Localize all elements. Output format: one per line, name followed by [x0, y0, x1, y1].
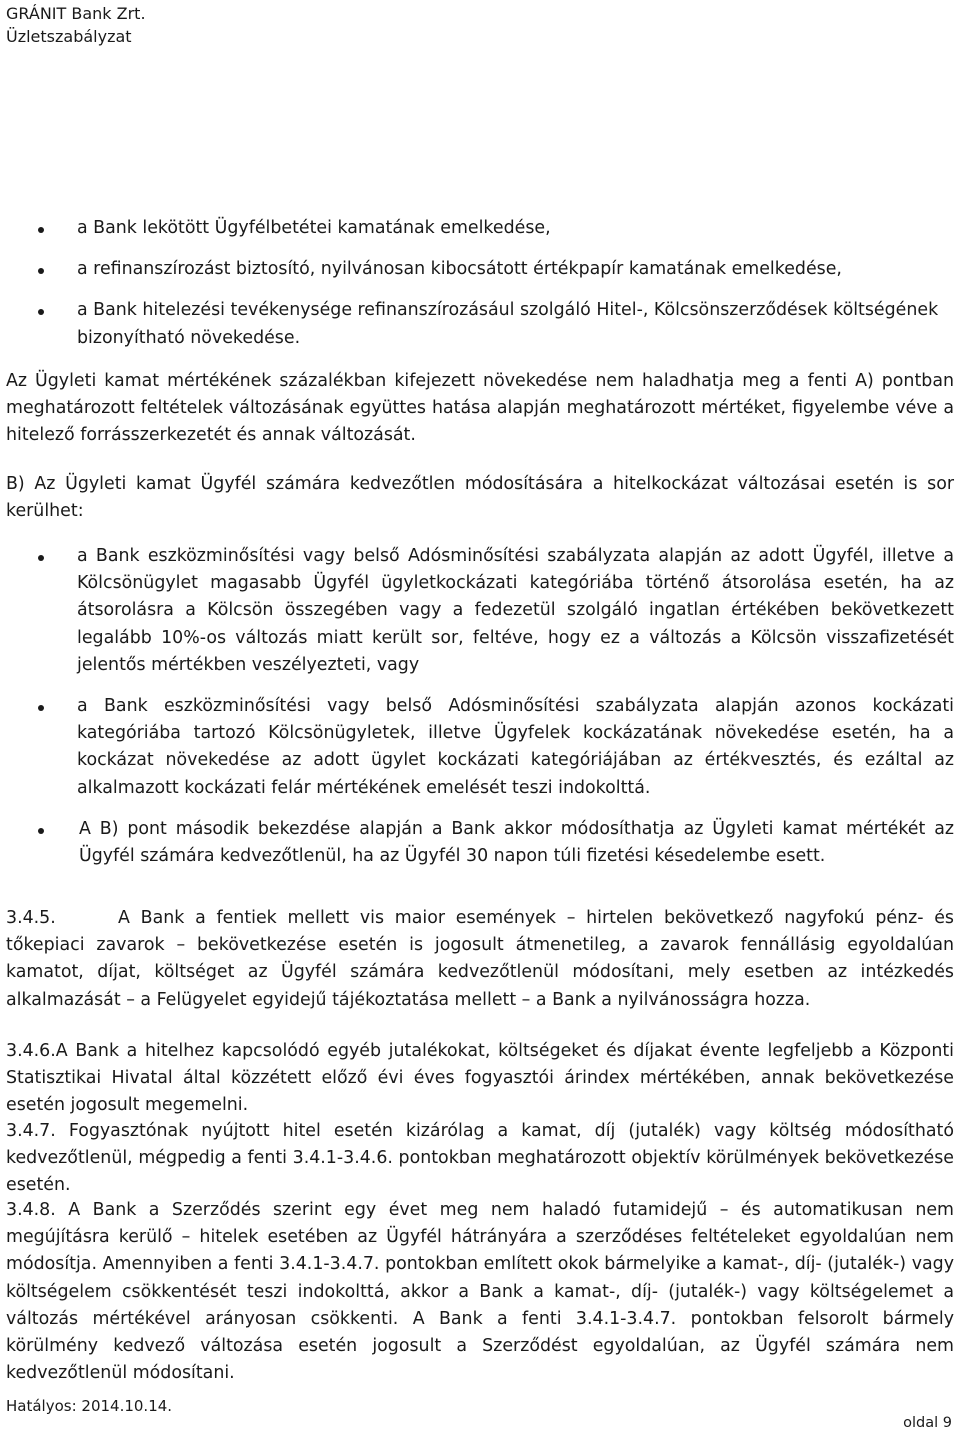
effective-date: Hatályos: 2014.10.14. [6, 1397, 173, 1415]
section-number: 3.4.8. [6, 1200, 56, 1220]
bullet-list-risk [0, 543, 960, 870]
page-number: oldal 9 [903, 1415, 952, 1431]
list-item [0, 693, 960, 802]
section-text: A Bank a hitelhez kapcsolódó egyéb jutalékokat, költségeket és díjakat évente legfeljebb a Központi Statisztikai Hivatal által közzétett előző évi éves fogyasztói árindex mértékében, annak bekövetkezése esetén jogosult megemelni. [6, 1041, 954, 1116]
section-number: 3.4.7. [6, 1121, 56, 1141]
header-document-title: Üzletszabályzat [6, 27, 132, 46]
section-text: Fogyasztónak nyújtott hitel esetén kizárólag a kamat, díj (jutalék) vagy költség módosítható kedvezőtlenül, mégpedig a fenti 3.4.1-3.4.6. pontokban meghatározott objektív körülmények bekövetkezése esetén. [6, 1121, 954, 1196]
list-item-text: a Bank hitelezési tevékenysége refinanszírozásául szolgáló Hitel-, Kölcsönszerződések költségének bizonyítható növekedése. [77, 300, 939, 348]
bullet-icon [38, 555, 44, 561]
section-3-4-7 [6, 1118, 954, 1200]
section-3-4-6 [6, 1038, 954, 1120]
bullet-icon [38, 227, 44, 233]
bullet-icon [38, 268, 44, 274]
paragraph-increase-limit: Az Ügyleti kamat mértékének százalékban kifejezett növekedése nem haladhatja meg a fenti A) pontban meghatározott feltételek változásának együttes hatása alapján meghatározott mértéket, figyelembe véve a hitelező forrásszerkezetét és annak változását. [6, 371, 954, 446]
list-item [0, 215, 960, 242]
list-item [0, 256, 960, 283]
section-text: A Bank a Szerződés szerint egy évet meg nem haladó futamidejű – és automatikusan nem megújításra kerülő – hitelek esetében az Ügyfél hátrányára a szerződéses feltételeket egyoldalúan nem módosítja. Amennyiben a fenti 3.4.1-3.4.7. pontokban említett okok bármelyike a kamat-, díj- (jutalék-) vagy költségelem csökkentését teszi indokolttá, akkor a Bank a kamat-, díj- (jutalék-) vagy költségelemet a változás mértékével arányosan csökkenti. A Bank a fenti 3.4.1-3.4.7. pontokban felsorolt bármely körülmény kedvező változása esetén jogosult a Szerződést egyoldalúan, az Ügyfél számára nem kedvezőtlenül módosítani. [6, 1200, 954, 1384]
list-item-text: a Bank eszközminősítési vagy belső Adósminősítési szabályzata alapján az adott Ügyfél, illetve a Kölcsönügylet magasabb Ügyfél ügyletkockázati kategóriába történő átsorolása esetén, ha az átsorolásra a Kölcsön összegében vagy a fedezetül szolgáló ingatlan értékében bekövetkezett legalább 10%-os változás miatt került sor, feltéve, hogy ez a változás a Kölcsön visszafizetését jelentős mértékben veszélyezteti, vagy [77, 546, 954, 675]
list-item [0, 543, 960, 679]
list-item-text: a refinanszírozást biztosító, nyilvánosan kibocsátott értékpapír kamatának emelkedése, [77, 259, 842, 280]
paragraph-section-b: B) Az Ügyleti kamat Ügyfél számára kedvezőtlen módosítására a hitelkockázat változásai esetén is sor kerülhet: [6, 474, 954, 522]
section-3-4-8 [6, 1197, 954, 1387]
bullet-icon [38, 705, 44, 711]
list-item [0, 297, 960, 351]
bullet-list-conditions [0, 215, 960, 352]
bullet-icon [38, 828, 44, 834]
section-number: 3.4.6. [6, 1041, 56, 1061]
header-company: GRÁNIT Bank Zrt. [6, 4, 146, 23]
section-text: A Bank a fentiek mellett vis maior események – hirtelen bekövetkező nagyfokú pénz- és tőkepiaci zavarok – bekövetkezése esetén is jogosult átmenetileg, a zavarok fennállásig egyoldalúan kamatot, díjat, költséget az Ügyfél számára kedvezőtlenül módosítani, mely esetben az intézkedés alkalmazását – a Felügyelet egyidejű tájékoztatása mellett – a Bank a nyilvánosságra hozza. [6, 908, 954, 1010]
section-number: 3.4.5. [6, 908, 56, 928]
list-item-text: A B) pont második bekezdése alapján a Bank akkor módosíthatja az Ügyleti kamat mértékét az Ügyfél számára kedvezőtlenül, ha az Ügyfél 30 napon túli fizetési késedelembe esett. [79, 818, 954, 867]
list-item-text: a Bank lekötött Ügyfélbetétei kamatának emelkedése, [77, 218, 551, 238]
bullet-icon [38, 309, 44, 315]
list-item [0, 816, 960, 870]
list-item-text: a Bank eszközminősítési vagy belső Adósminősítési szabályzata alapján azonos kockázati kategóriába tartozó Kölcsönügyletek, illetve Ügyfelek kockázatának növekedése esetén, ha a kockázat növekedése az adott ügylet kockázati kategóriájában az értékvesztés, és ezáltal az alkalmazott kockázati felár mértékének emelését teszi indokolttá. [77, 696, 954, 798]
section-3-4-5 [6, 905, 954, 1014]
